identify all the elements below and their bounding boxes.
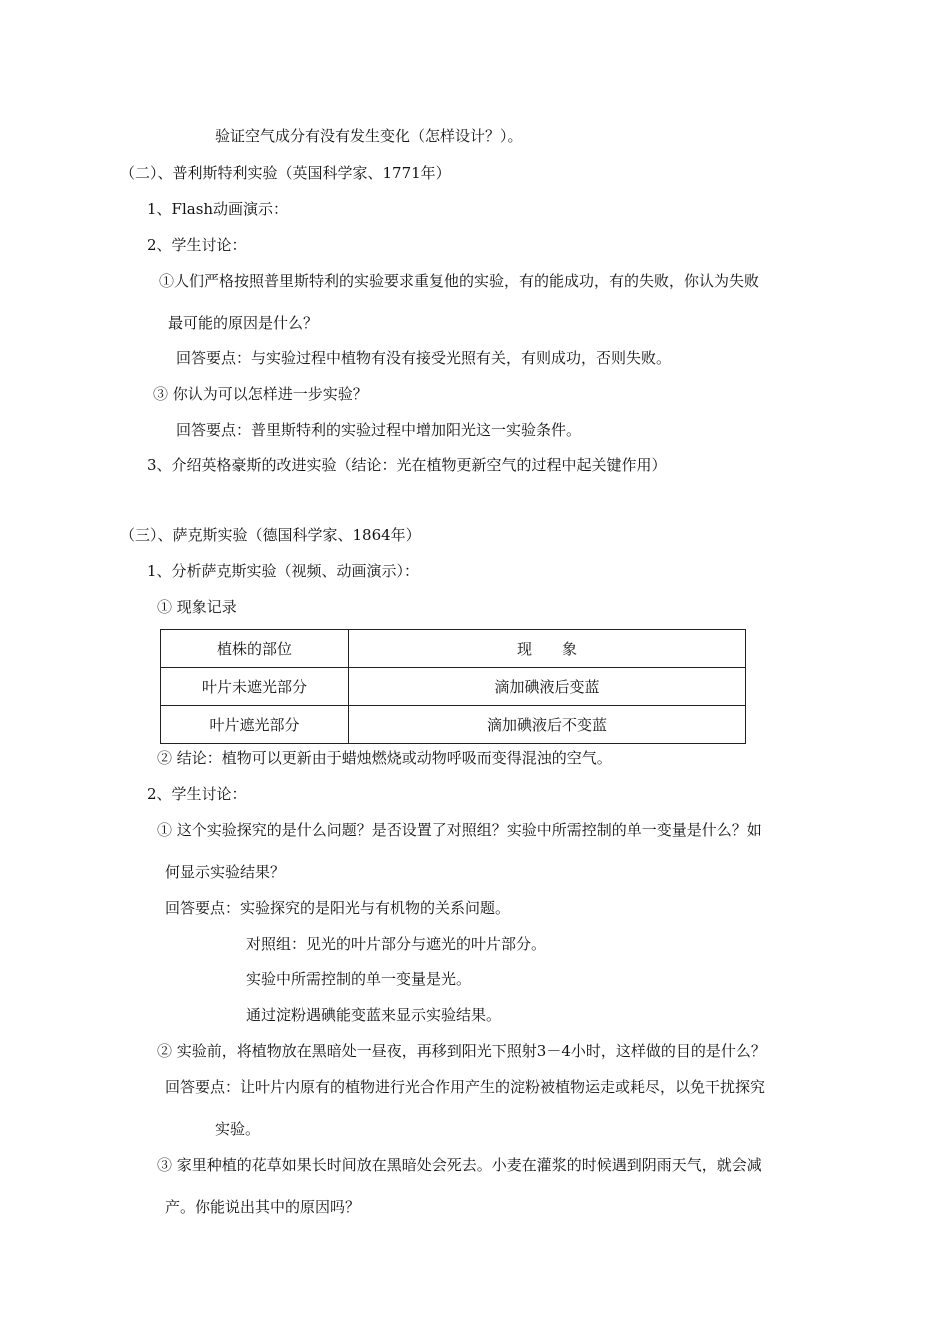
observation-table [160,629,746,744]
section-heading: （三）、萨克斯实验（德国科学家、1864年） [120,526,421,544]
text-line: ① 这个实验探究的是什么问题？是否设置了对照组？实验中所需控制的单一变量是什么？如 [157,821,762,839]
text-line: 产。你能说出其中的原因吗？ [165,1198,361,1216]
table-header-cell: 植株的部位 [161,630,349,668]
section-heading: （二）、普利斯特利实验（英国科学家、1771年） [120,164,451,182]
text-line: 1、Flash动画演示： [147,200,289,218]
answer-line: 回答要点：普里斯特利的实验过程中增加阳光这一实验条件。 [176,421,582,439]
answer-line: 对照组：见光的叶片部分与遮光的叶片部分。 [246,935,547,953]
text-line: 2、学生讨论： [147,785,247,803]
answer-line: 回答要点：实验探究的是阳光与有机物的关系问题。 [165,899,511,917]
table-cell: 滴加碘液后变蓝 [349,668,746,706]
answer-line: 实验中所需控制的单一变量是光。 [246,970,472,988]
answer-line: 回答要点：与实验过程中植物有没有接受光照有关，有则成功，否则失败。 [176,349,672,367]
answer-line: 通过淀粉遇碘能变蓝来显示实验结果。 [246,1006,502,1024]
text-line: ①人们严格按照普里斯特利的实验要求重复他的实验，有的能成功，有的失败，你认为失败 [159,272,760,290]
table-header-cell: 现 象 [349,630,746,668]
text-line: ① 现象记录 [157,598,237,616]
text-line: ③ 家里种植的花草如果长时间放在黑暗处会死去。小麦在灌浆的时候遇到阴雨天气，就会减 [157,1156,762,1174]
text-line: 3、介绍英格豪斯的改进实验（结论：光在植物更新空气的过程中起关键作用） [147,456,667,474]
text-line: ③ 你认为可以怎样进一步实验？ [153,385,368,403]
answer-line: 回答要点：让叶片内原有的植物进行光合作用产生的淀粉被植物运走或耗尽，以免干扰探究 [165,1078,766,1096]
text-line: ② 结论：植物可以更新由于蜡烛燃烧或动物呼吸而变得混浊的空气。 [157,749,612,767]
text-line: 1、分析萨克斯实验（视频、动画演示）： [147,562,420,580]
text-line: 最可能的原因是什么？ [168,314,319,332]
table-row [161,668,746,706]
table-cell: 叶片未遮光部分 [161,668,349,706]
text-line: ② 实验前，将植物放在黑暗处一昼夜，再移到阳光下照射3－4小时，这样做的目的是什么？ [157,1042,766,1060]
text-line: 验证空气成分有没有发生变化（怎样设计？）。 [215,127,523,145]
table-header-row [161,630,746,668]
table-cell: 滴加碘液后不变蓝 [349,706,746,744]
text-line: 2、学生讨论： [147,236,247,254]
text-line: 何显示实验结果？ [165,863,286,881]
answer-line: 实验。 [215,1120,261,1138]
table-cell: 叶片遮光部分 [161,706,349,744]
table-row [161,706,746,744]
